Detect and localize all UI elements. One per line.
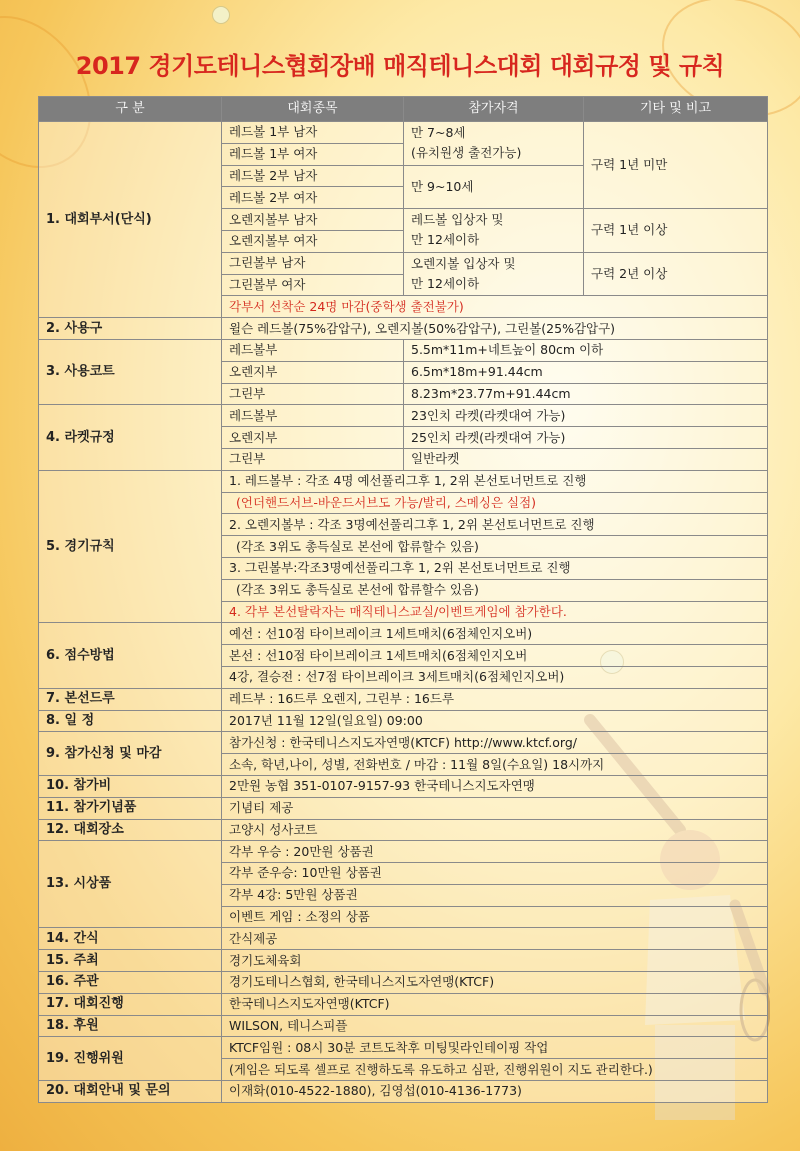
content-cell: 이재화(010-4522-1880), 김영섭(010-4136-1773) — [222, 1081, 768, 1103]
table-row — [39, 993, 768, 1015]
event-cell: 레드볼 2부 남자 — [222, 165, 404, 187]
category-cell: 6. 점수방법 — [39, 623, 222, 688]
table-row — [39, 972, 768, 994]
table-row — [39, 1037, 768, 1059]
table-row — [39, 710, 768, 732]
content-cell: 25인치 라켓(라켓대여 가능) — [404, 427, 768, 449]
category-cell: 12. 대회장소 — [39, 819, 222, 841]
content-cell: 각부 준우승: 10만원 상품권 — [222, 863, 768, 885]
qualification-cell: 만 9~10세 — [404, 165, 584, 209]
content-cell: 간식제공 — [222, 928, 768, 950]
category-cell: 4. 라켓규정 — [39, 405, 222, 470]
content-cell: 본선 : 선10점 타이브레이크 1세트매치(6점체인지오버 — [222, 645, 768, 667]
content-cell: 3. 그린볼부:각조3명예선풀리그후 1, 2위 본선토너먼트로 진행 — [222, 557, 768, 579]
content-cell: 2017년 11월 12일(일요일) 09:00 — [222, 710, 768, 732]
table-row — [39, 775, 768, 797]
content-cell: 23인치 라켓(라켓대여 가능) — [404, 405, 768, 427]
content-cell: 6.5m*18m+91.44cm — [404, 361, 768, 383]
content-cell: 각부 4강: 5만원 상품권 — [222, 884, 768, 906]
table-row — [39, 797, 768, 819]
category-cell: 3. 사용코트 — [39, 339, 222, 404]
content-cell: 8.23m*23.77m+91.44cm — [404, 383, 768, 405]
category-cell: 10. 참가비 — [39, 775, 222, 797]
content-cell: 레드부 : 16드루 오렌지, 그린부 : 16드루 — [222, 688, 768, 710]
event-cell: 레드볼 1부 남자 — [222, 122, 404, 144]
content-cell: 그린부 — [222, 383, 404, 405]
event-cell: 레드볼 2부 여자 — [222, 187, 404, 209]
content-cell: WILSON, 테니스피플 — [222, 1015, 768, 1037]
notes-cell: 구력 2년 이상 — [584, 252, 768, 296]
content-cell: 일반라켓 — [404, 448, 768, 470]
content-cell: 그린부 — [222, 448, 404, 470]
category-cell: 5. 경기규칙 — [39, 470, 222, 623]
tennis-ball-icon — [212, 6, 230, 24]
category-cell: 8. 일 정 — [39, 710, 222, 732]
content-cell: (각조 3위도 총득실로 본선에 합류할수 있음) — [222, 536, 768, 558]
header-event: 대회종목 — [222, 97, 404, 122]
category-cell: 11. 참가기념품 — [39, 797, 222, 819]
content-cell: (게임은 되도록 셀프로 진행하도록 유도하고 심판, 진행위원이 지도 관리한다.) — [222, 1059, 768, 1081]
content-cell: 각부 우승 : 20만원 상품권 — [222, 841, 768, 863]
content-cell: (각조 3위도 총득실로 본선에 합류할수 있음) — [222, 579, 768, 601]
content-cell: 4. 각부 본선탈락자는 매직테니스교실/이벤트게임에 참가한다. — [222, 601, 768, 623]
content-cell: 예선 : 선10점 타이브레이크 1세트매치(6점체인지오버) — [222, 623, 768, 645]
category-cell: 1. 대회부서(단식) — [39, 122, 222, 318]
category-cell: 2. 사용구 — [39, 318, 222, 340]
limit-note: 각부서 선착순 24명 마감(중학생 출전불가) — [222, 296, 768, 318]
header-category: 구 분 — [39, 97, 222, 122]
qualification-cell: 오렌지볼 입상자 및 만 12세이하 — [404, 252, 584, 296]
category-cell: 13. 시상품 — [39, 841, 222, 928]
category-cell: 9. 참가신청 및 마감 — [39, 732, 222, 776]
notes-cell: 구력 1년 미만 — [584, 122, 768, 209]
category-cell: 14. 간식 — [39, 928, 222, 950]
category-cell: 19. 진행위원 — [39, 1037, 222, 1081]
content-cell: 레드볼부 — [222, 339, 404, 361]
content-cell: 오렌지부 — [222, 427, 404, 449]
header-notes: 기타 및 비고 — [584, 97, 768, 122]
table-row — [39, 1015, 768, 1037]
content-cell: KTCF임원 : 08시 30분 코트도착후 미팅및라인테이핑 작업 — [222, 1037, 768, 1059]
content-cell: 오렌지부 — [222, 361, 404, 383]
content-cell: 경기도테니스협회, 한국테니스지도자연맹(KTCF) — [222, 972, 768, 994]
content-cell: 소속, 학년,나이, 성별, 전화번호 / 마감 : 11월 8일(수요일) 18시까지 — [222, 754, 768, 776]
notes-cell: 구력 1년 이상 — [584, 209, 768, 253]
event-cell: 오렌지볼부 남자 — [222, 209, 404, 231]
content-cell: 윌슨 레드볼(75%감압구), 오렌지볼(50%감압구), 그린볼(25%감압구) — [222, 318, 768, 340]
event-cell: 오렌지볼부 여자 — [222, 230, 404, 252]
content-cell: 이벤트 게임 : 소정의 상품 — [222, 906, 768, 928]
content-cell: 참가신청 : 한국테니스지도자연맹(KTCF) http://www.ktcf.org/ — [222, 732, 768, 754]
page-title: 2017 경기도테니스협회장배 매직테니스대회 대회규정 및 규칙 — [75, 52, 725, 80]
content-cell: 2만원 농협 351-0107-9157-93 한국테니스지도자연맹 — [222, 775, 768, 797]
table-row — [39, 688, 768, 710]
table-row — [39, 623, 768, 645]
event-cell: 레드볼 1부 여자 — [222, 143, 404, 165]
content-cell: 4강, 결승전 : 선7점 타이브레이크 3세트매치(6점체인지오버) — [222, 666, 768, 688]
category-cell: 17. 대회진행 — [39, 993, 222, 1015]
table-header-row — [39, 97, 768, 122]
table-row — [39, 819, 768, 841]
qualification-cell: 레드볼 입상자 및 만 12세이하 — [404, 209, 584, 253]
category-cell: 15. 주최 — [39, 950, 222, 972]
content-cell: 기념티 제공 — [222, 797, 768, 819]
table-row — [39, 732, 768, 754]
category-cell: 7. 본선드루 — [39, 688, 222, 710]
content-cell: (언더핸드서브-바운드서브도 가능/발리, 스메싱은 실점) — [222, 492, 768, 514]
category-cell: 20. 대회안내 및 문의 — [39, 1081, 222, 1103]
table-row — [39, 1081, 768, 1103]
content-cell: 고양시 성사코트 — [222, 819, 768, 841]
table-row — [39, 950, 768, 972]
content-cell: 레드볼부 — [222, 405, 404, 427]
table-row — [39, 339, 768, 361]
content-cell: 2. 오렌지볼부 : 각조 3명예선풀리그후 1, 2위 본선토너먼트로 진행 — [222, 514, 768, 536]
content-cell: 1. 레드볼부 : 각조 4명 예선풀리그후 1, 2위 본선토너먼트로 진행 — [222, 470, 768, 492]
category-cell: 18. 후원 — [39, 1015, 222, 1037]
table-row — [39, 470, 768, 492]
event-cell: 그린볼부 여자 — [222, 274, 404, 296]
category-cell: 16. 주관 — [39, 972, 222, 994]
table-row — [39, 928, 768, 950]
qualification-cell: 만 7~8세 (유치원생 출전가능) — [404, 122, 584, 166]
content-cell: 5.5m*11m+네트높이 80cm 이하 — [404, 339, 768, 361]
content-cell: 경기도체육회 — [222, 950, 768, 972]
table-row — [39, 122, 768, 144]
content-cell: 한국테니스지도자연맹(KTCF) — [222, 993, 768, 1015]
table-row — [39, 841, 768, 863]
table-row — [39, 405, 768, 427]
rules-table — [38, 96, 768, 1103]
event-cell: 그린볼부 남자 — [222, 252, 404, 274]
table-row — [39, 318, 768, 340]
header-qualification: 참가자격 — [404, 97, 584, 122]
